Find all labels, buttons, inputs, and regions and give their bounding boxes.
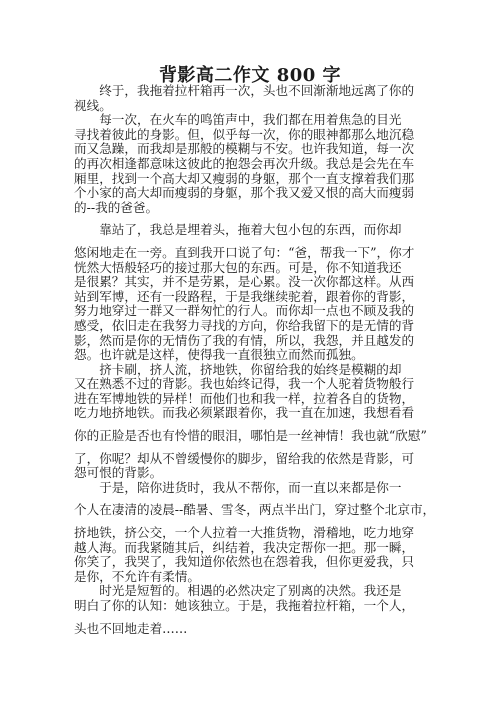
text-line: 恍然大悟般轻巧的接过那大包的东西。可是，你不知道我还 xyxy=(74,259,402,275)
text-line: 吃力地挤地铁。而我必须紧跟着你，我一直在加速，我想看看 xyxy=(74,405,415,421)
text-line: 个小家的高大却而瘦弱的身躯，那个我又爱又恨的高大而瘦弱 xyxy=(74,185,415,201)
text-line: 怨可恨的背影。 xyxy=(74,465,163,481)
text-line: 越人海。而我紧随其后，纠结着，我决定帮你一把。那一瞬， xyxy=(74,539,415,555)
text-line: 努力地穿过一群又一群匆忙的行人。而你却一点也不顾及我的 xyxy=(74,303,415,319)
text-line: 悠闲地走在一旁。直到我开口说了句：“爸，帮我一下”，你才 xyxy=(74,244,415,260)
text-line: 每一次，在火车的鸣笛声中，我们都在用着焦急的目光 xyxy=(74,112,402,128)
text-line: 怨。也许就是这样，使得我一直很独立而然而孤独。 xyxy=(74,347,364,363)
text-line: 是很累？其实，并不是劳累，是心累。没一次你都这样。从西 xyxy=(74,274,415,290)
text-line: 头也不回地走着…… xyxy=(74,620,188,636)
text-line: 是你，不允许有柔情。 xyxy=(74,568,200,584)
text-line: 明白了你的认知：她该独立。于是，我拖着拉杆箱，一个人， xyxy=(74,598,415,613)
text-line: 你笑了，我哭了，我知道你依然也在怨着我，但你更爱我，只 xyxy=(74,554,415,570)
text-line: 个人在凄清的凌晨--酷暑、雪冬，两点半出门，穿过整个北京市， xyxy=(74,502,436,518)
text-line: 视线。 xyxy=(74,97,112,113)
text-line: 于是，陪你进货时，我从不帮你，而一直以来都是你一 xyxy=(74,479,402,495)
text-line: 挤地铁，挤公交，一个人拉着一大推货物，滑稽地，吃力地穿 xyxy=(74,525,415,541)
text-line: 的--我的爸爸。 xyxy=(74,199,159,215)
text-line: 你的正脸是否也有怜惜的眼泪，哪怕是一丝神情！我也就“欣慰” xyxy=(74,428,427,444)
text-line: 又在熟悉不过的背影。我也始终记得，我一个人驼着货物般行 xyxy=(74,376,415,392)
text-line: 而又急躁，而我却是那般的模糊与不安。也许我知道，每一次 xyxy=(74,141,415,157)
document-body xyxy=(74,84,446,636)
text-line: 厢里，找到一个高大却又瘦弱的身躯，那个一直支撑着我们那 xyxy=(74,170,415,186)
text-line: 的再次相逢都意味这彼此的抱怨会再次升级。我总是会先在车 xyxy=(74,155,415,171)
text-line: 了，你呢？却从不曾缓慢你的脚步，留给我的依然是背影，可 xyxy=(74,450,415,466)
text-line: 靠站了，我总是埋着头，拖着大包小包的东西，而你却 xyxy=(74,222,402,238)
text-line: 站到军博，还有一段路程，于是我继续驼着，跟着你的背影， xyxy=(74,288,415,304)
text-line: 终于，我拖着拉杆箱再一次，头也不回渐渐地远离了你的 xyxy=(74,83,415,98)
text-line: 感受，依旧走在我努力寻找的方向，你给我留下的是无情的背 xyxy=(74,317,415,333)
text-line: 进在军博地铁的异样！而他们也和我一样，拉着各自的货物， xyxy=(74,390,415,406)
text-line: 寻找着彼此的身影。但，似乎每一次，你的眼神都那么地沉稳 xyxy=(74,126,415,142)
text-line: 挤卡刷，挤人流，挤地铁，你留给我的始终是模糊的却 xyxy=(74,361,402,377)
text-line: 影，然而是你的无情伤了我的有情，所以，我怨，并且越发的 xyxy=(74,332,415,348)
text-line: 时光是短暂的。相遇的必然决定了别离的决然。我还是 xyxy=(74,583,402,599)
document-title: 背影高二作文 800 字 xyxy=(158,65,342,86)
